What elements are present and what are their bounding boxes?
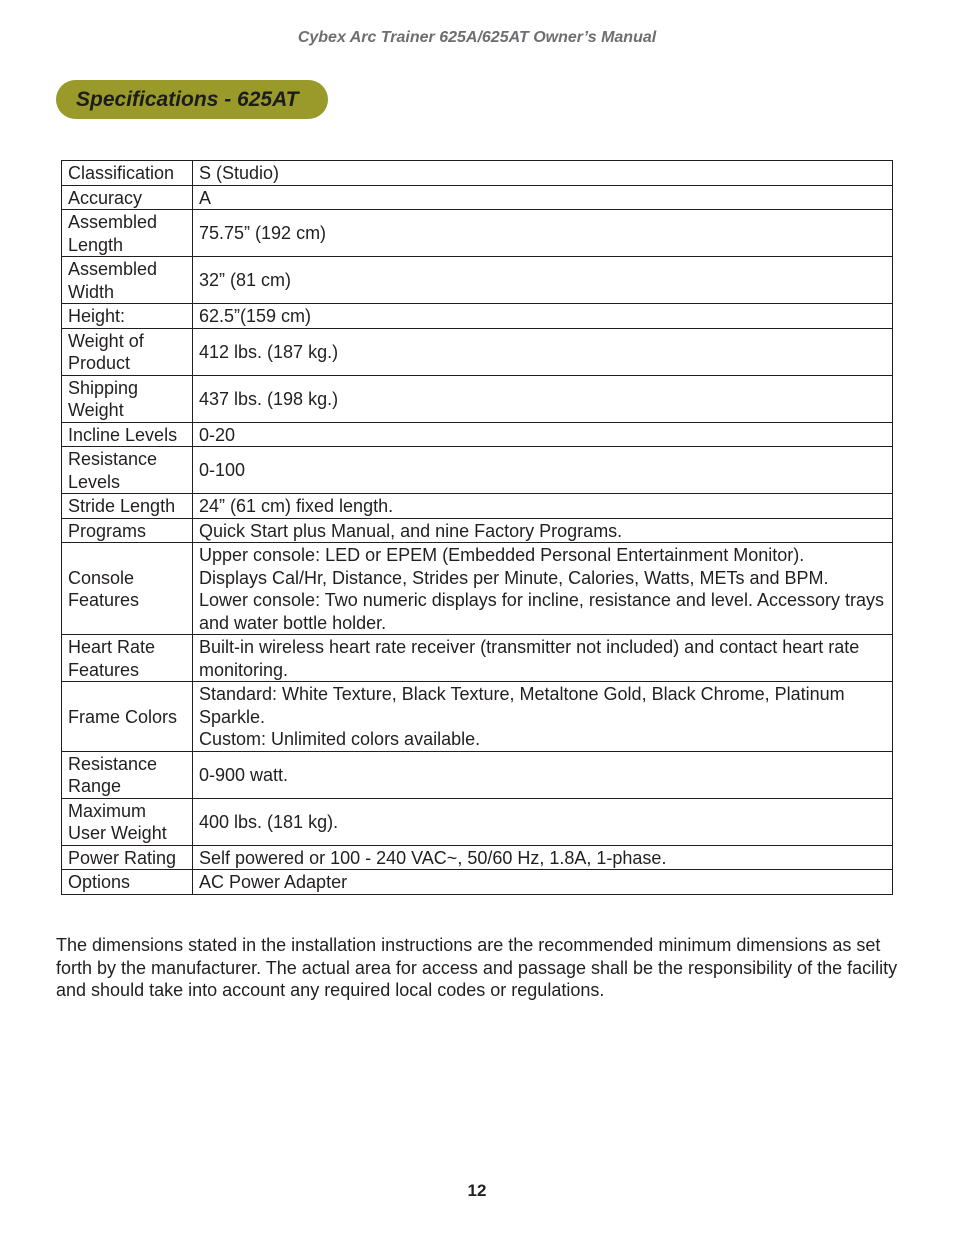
spec-label-programs: Programs: [62, 518, 193, 543]
spec-label-options: Options: [62, 870, 193, 895]
spec-label-stride-length: Stride Length: [62, 494, 193, 519]
spec-value-programs: Quick Start plus Manual, and nine Factory Programs.: [193, 518, 893, 543]
spec-value-heart-rate-features: Built-in wireless heart rate receiver (transmitter not included) and contact heart rate monitoring.: [193, 635, 893, 682]
table-row: [62, 375, 893, 422]
spec-label-frame-colors: Frame Colors: [62, 682, 193, 752]
table-row: [62, 543, 893, 635]
spec-value-shipping-weight: 437 lbs. (198 kg.): [193, 375, 893, 422]
spec-value-assembled-width: 32” (81 cm): [193, 257, 893, 304]
spec-label-incline-levels: Incline Levels: [62, 422, 193, 447]
table-row: [62, 518, 893, 543]
spec-label-resistance-levels: Resistance Levels: [62, 447, 193, 494]
table-row: [62, 798, 893, 845]
spec-label-heart-rate-features: Heart Rate Features: [62, 635, 193, 682]
spec-value-line: Lower console: Two numeric displays for incline, resistance and level. Accessory trays and water bottle holder.: [199, 590, 884, 633]
specifications-table: [61, 160, 893, 895]
page-number: 12: [467, 1181, 487, 1200]
table-row: [62, 494, 893, 519]
spec-value-line: Displays Cal/Hr, Distance, Strides per Minute, Calories, Watts, METs and BPM.: [199, 567, 829, 588]
spec-value-line: Custom: Unlimited colors available.: [199, 729, 481, 749]
spec-value-stride-length: 24” (61 cm) fixed length.: [193, 494, 893, 519]
spec-value-power-rating: Self powered or 100 - 240 VAC~, 50/60 Hz, 1.8A, 1-phase.: [193, 845, 893, 870]
section-title-pill: Specifications - 625AT: [56, 80, 328, 119]
dimensions-note: The dimensions stated in the installation instructions are the recommended minimum dimensions as set forth by the manufacturer. The actual area for access and passage shall be the responsibility of the facility and should take into account any required local codes or regulations.: [56, 935, 898, 1000]
spec-value-maximum-user-weight: 400 lbs. (181 kg).: [193, 798, 893, 845]
spec-label-console-features: Console Features: [62, 543, 193, 635]
spec-value-resistance-levels: 0-100: [193, 447, 893, 494]
spec-value-incline-levels: 0-20: [193, 422, 893, 447]
table-row: [62, 845, 893, 870]
table-row: [62, 635, 893, 682]
spec-label-accuracy: Accuracy: [62, 185, 193, 210]
spec-value-options: AC Power Adapter: [193, 870, 893, 895]
spec-label-assembled-length: Assembled Length: [62, 210, 193, 257]
spec-label-maximum-user-weight: Maximum User Weight: [62, 798, 193, 845]
spec-value-weight-of-product: 412 lbs. (187 kg.): [193, 328, 893, 375]
spec-value-line: Upper console: LED or EPEM (Embedded Personal Entertainment Monitor).: [199, 545, 805, 565]
spec-label-assembled-width: Assembled Width: [62, 257, 193, 304]
table-row: [62, 257, 893, 304]
table-row: [62, 161, 893, 186]
table-row: [62, 870, 893, 895]
spec-value-assembled-length: 75.75” (192 cm): [193, 210, 893, 257]
table-row: [62, 682, 893, 752]
spec-value-accuracy: A: [193, 185, 893, 210]
spec-label-height: Height:: [62, 304, 193, 329]
spec-label-resistance-range: Resistance Range: [62, 751, 193, 798]
table-row: [62, 185, 893, 210]
spec-value-console-features: [193, 543, 893, 635]
spec-label-classification: Classification: [62, 161, 193, 186]
table-row: [62, 304, 893, 329]
table-row: [62, 328, 893, 375]
spec-value-classification: S (Studio): [193, 161, 893, 186]
table-row: [62, 210, 893, 257]
spec-value-line: Standard: White Texture, Black Texture, Metaltone Gold, Black Chrome, Platinum Sparkle.: [199, 684, 845, 727]
spec-value-resistance-range: 0-900 watt.: [193, 751, 893, 798]
table-row: [62, 447, 893, 494]
table-row: [62, 422, 893, 447]
running-header: Cybex Arc Trainer 625A/625AT Owner’s Manual: [297, 29, 657, 46]
spec-label-weight-of-product: Weight of Product: [62, 328, 193, 375]
spec-value-frame-colors: [193, 682, 893, 752]
spec-value-height: 62.5”(159 cm): [193, 304, 893, 329]
spec-label-shipping-weight: Shipping Weight: [62, 375, 193, 422]
spec-label-power-rating: Power Rating: [62, 845, 193, 870]
table-row: [62, 751, 893, 798]
